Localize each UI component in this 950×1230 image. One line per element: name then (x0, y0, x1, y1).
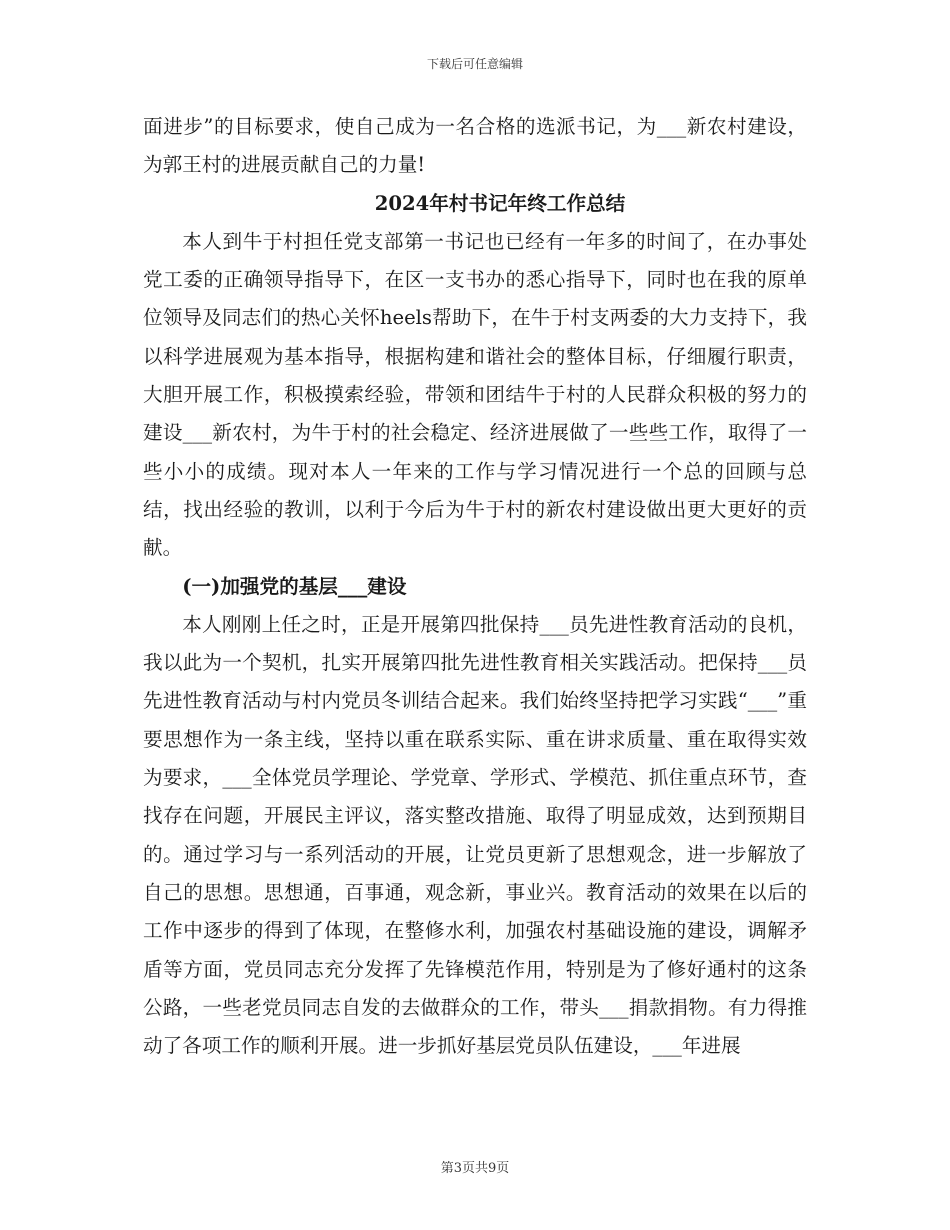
header-note: 下载后可任意编辑 (426, 57, 523, 71)
paragraph-2: 本人刚刚上任之时，正是开展第四批保持___员先进性教育活动的良机，我以此为一个契机，扎实开展第四批先进性教育相关实践活动。把保持___员先进性教育活动与村内党员冬训结合起来。我们始终坚持把学习实践“___”重要思想作为一条主线，坚持以重在联系实际、重在讲求质量、重在取得实效为要求，___全体党员学理论、学党章、学形式、学模范、抓住重点环节，查找存在问题，开展民主评议，落实整改措施、取得了明显成效，达到预期目的。通过学习与一系列活动的开展，让党员更新了思想观念，进一步解放了自己的思想。思想通，百事通，观念新，事业兴。教育活动的效果在以后的工作中逐步的得到了体现，在整修水利，加强农村基础设施的建设，调解矛盾等方面，党员同志充分发挥了先锋模范作用，特别是为了修好通村的这条公路，一些老党员同志自发的去做群众的工作，带头___捐款捐物。有力得推动了各项工作的顺利开展。进一步抓好基层党员队伍建设，___年进展 (143, 612, 807, 1058)
paragraph-1: 本人到牛于村担任党支部第一书记也已经有一年多的时间了，在办事处党工委的正确领导指导下，在区一支书办的悉心指导下，同时也在我的原单位领导及同志们的热心关怀heels帮助下，在牛于村支两委的大力支持下，我以科学进展观为基本指导，根据构建和谐社会的整体目标，仔细履行职责，大胆开展工作，积极摸索经验，带领和团结牛于村的人民群众积极的努力的建设___新农村，为牛于村的社会稳定、经济进展做了一些些工作，取得了一些小小的成绩。现对本人一年来的工作与学习情况进行一个总的回顾与总结，找出经验的教训，以利于今后为牛于村的新农村建设做出更大更好的贡献。 (143, 229, 807, 560)
document-body (143, 108, 807, 1065)
section-1-heading: (一)加强党的基层___建设 (182, 574, 407, 598)
document-title: 2024年村书记年终工作总结 (374, 191, 626, 215)
page-indicator: 第3页共9页 (440, 1161, 510, 1176)
intro-continuation: 面进步”的目标要求，使自己成为一名合格的选派书记，为___新农村建设，为郭王村的进展贡献自己的力量! (143, 115, 807, 177)
